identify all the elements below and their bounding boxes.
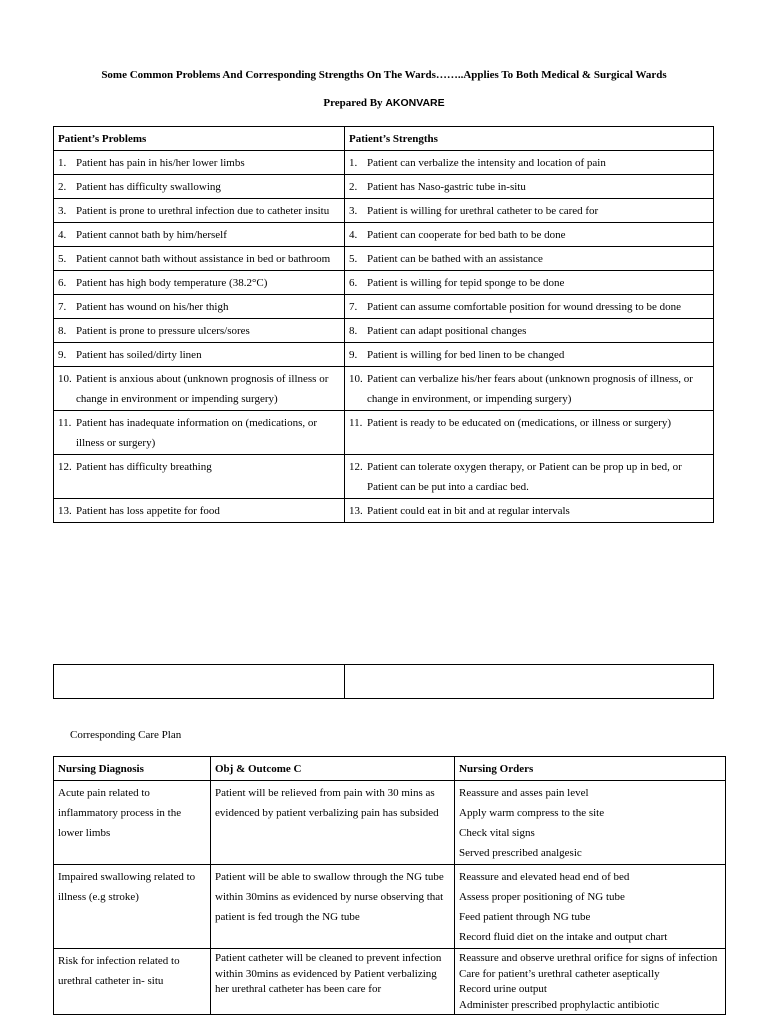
- item-text: Patient cannot bath by him/herself: [76, 229, 227, 241]
- order-item: Reassure and observe urethral orifice for signs of infection: [459, 952, 718, 964]
- item-text: Patient is willing for urethral catheter to be cared for: [367, 205, 599, 217]
- table-row: [54, 367, 714, 411]
- problem-cell: [54, 223, 345, 247]
- item-number: 9.: [349, 349, 358, 361]
- item-text: Patient has pain in his/her lower limbs: [76, 157, 245, 169]
- care-plan-table: [53, 756, 726, 1015]
- objective-text: Patient will be relieved from pain with 30 mins as evidenced by patient verbalizing pain has subsided: [215, 787, 439, 819]
- item-text: Patient can cooperate for bed bath to be done: [367, 229, 566, 241]
- header-nursing-diagnosis: Nursing Diagnosis: [54, 757, 211, 781]
- table-row: [54, 411, 714, 455]
- item-text: Patient cannot bath without assistance in bed or bathroom: [76, 253, 331, 265]
- item-number: 5.: [349, 253, 358, 265]
- item-text: Patient is ready to be educated on (medications, or illness or surgery): [367, 417, 672, 429]
- item-text: Patient is anxious about (unknown prognosis of illness or change in environment or impending surgery): [76, 373, 329, 405]
- table-row: [54, 343, 714, 367]
- item-text: Patient has soiled/dirty linen: [76, 349, 202, 361]
- problem-cell: [54, 367, 345, 411]
- strength-cell: [345, 455, 714, 499]
- item-number: 7.: [58, 301, 67, 313]
- diagnosis-cell: [54, 949, 211, 1015]
- item-number: 10.: [349, 373, 363, 385]
- item-number: 7.: [349, 301, 358, 313]
- item-text: Patient has difficulty breathing: [76, 461, 212, 473]
- item-text: Patient is willing for tepid sponge to be done: [367, 277, 565, 289]
- order-item: Reassure and elevated head end of bed: [459, 871, 630, 883]
- order-item: Reassure and asses pain level: [459, 787, 589, 799]
- document-title: Some Common Problems And Corresponding Strengths On The Wards……..Applies To Both Medical & Surgical Wards: [101, 69, 667, 81]
- item-number: 6.: [58, 277, 67, 289]
- item-number: 3.: [58, 205, 67, 217]
- strength-cell: [345, 151, 714, 175]
- table-row: [54, 865, 726, 949]
- problem-cell: [54, 295, 345, 319]
- header-nursing-orders: Nursing Orders: [455, 757, 726, 781]
- item-number: 8.: [349, 325, 358, 337]
- diagnosis-text: Impaired swallowing related to illness (e.g stroke): [58, 871, 196, 903]
- item-text: Patient is prone to urethral infection due to catheter insitu: [76, 205, 330, 217]
- empty-cell: [54, 665, 345, 699]
- strength-cell: [345, 223, 714, 247]
- strength-cell: [345, 499, 714, 523]
- problem-cell: [54, 247, 345, 271]
- empty-table: [53, 664, 714, 699]
- orders-cell: [455, 865, 726, 949]
- diagnosis-cell: [54, 865, 211, 949]
- care-plan-label: Corresponding Care Plan: [70, 729, 182, 741]
- empty-row: [54, 665, 714, 699]
- item-text: Patient can verbalize the intensity and location of pain: [367, 157, 606, 169]
- order-item: Feed patient through NG tube: [459, 911, 591, 923]
- table-row: [54, 175, 714, 199]
- item-number: 12.: [58, 461, 72, 473]
- item-text: Patient has inadequate information on (medications, or illness or surgery): [76, 417, 318, 449]
- order-item: Served prescribed analgesic: [459, 847, 582, 859]
- table-row: [54, 151, 714, 175]
- problem-cell: [54, 499, 345, 523]
- item-number: 11.: [58, 417, 72, 429]
- objective-cell: [211, 781, 455, 865]
- problem-cell: [54, 271, 345, 295]
- table-row: [54, 499, 714, 523]
- diagnosis-text: Risk for infection related to urethral catheter in- situ: [58, 955, 180, 987]
- order-item: Assess proper positioning of NG tube: [459, 891, 625, 903]
- table-row: [54, 223, 714, 247]
- item-text: Patient has Naso-gastric tube in-situ: [367, 181, 526, 193]
- table-row: [54, 295, 714, 319]
- diagnosis-cell: [54, 781, 211, 865]
- item-text: Patient can tolerate oxygen therapy, or Patient can be prop up in bed, or Patient can be put into a cardiac bed.: [367, 461, 682, 493]
- objective-cell: [211, 949, 455, 1015]
- strength-cell: [345, 247, 714, 271]
- item-number: 5.: [58, 253, 67, 265]
- order-item: Check vital signs: [459, 827, 535, 839]
- item-number: 12.: [349, 461, 363, 473]
- objective-text: Patient catheter will be cleaned to prevent infection within 30mins as evidenced by Patient verbalizing her urethral catheter has been care for: [215, 952, 442, 995]
- problem-cell: [54, 319, 345, 343]
- table-row: [54, 949, 726, 1015]
- order-item: Administer prescribed prophylactic antibiotic: [459, 998, 660, 1011]
- header-objective-outcome: Obj & Outcome C: [211, 757, 455, 781]
- diagnosis-text: Acute pain related to inflammatory process in the lower limbs: [58, 787, 182, 839]
- item-number: 9.: [58, 349, 67, 361]
- strength-cell: [345, 271, 714, 295]
- item-number: 10.: [58, 373, 72, 385]
- empty-cell: [345, 665, 714, 699]
- item-number: 11.: [349, 417, 363, 429]
- item-number: 2.: [349, 181, 358, 193]
- table-row: [54, 319, 714, 343]
- order-item: Care for patient’s urethral catheter aseptically: [459, 967, 660, 980]
- order-item: Record fluid diet on the intake and output chart: [459, 931, 668, 943]
- table-header-row: [54, 757, 726, 781]
- item-number: 13.: [349, 505, 363, 517]
- problem-cell: [54, 411, 345, 455]
- item-text: Patient has wound on his/her thigh: [76, 301, 229, 313]
- item-text: Patient has difficulty swallowing: [76, 181, 221, 193]
- item-number: 8.: [58, 325, 67, 337]
- item-number: 2.: [58, 181, 67, 193]
- table-row: [54, 247, 714, 271]
- item-text: Patient can verbalize his/her fears about (unknown prognosis of illness, or change in environment, or impending surgery): [367, 373, 693, 405]
- item-text: Patient can be bathed with an assistance: [367, 253, 543, 265]
- orders-cell: [455, 781, 726, 865]
- strength-cell: [345, 411, 714, 455]
- item-number: 3.: [349, 205, 358, 217]
- prepared-by-prefix: Prepared By: [323, 97, 386, 109]
- strength-cell: [345, 295, 714, 319]
- order-item: Apply warm compress to the site: [459, 807, 605, 819]
- item-number: 1.: [58, 157, 67, 169]
- author-name: AKONVARE: [385, 97, 445, 109]
- problem-cell: [54, 151, 345, 175]
- item-text: Patient has loss appetite for food: [76, 505, 220, 517]
- header-problems: Patient’s Problems: [54, 127, 345, 151]
- problem-cell: [54, 455, 345, 499]
- item-text: Patient can adapt positional changes: [367, 325, 527, 337]
- item-number: 1.: [349, 157, 358, 169]
- prepared-by: [0, 97, 768, 109]
- item-text: Patient is prone to pressure ulcers/sores: [76, 325, 250, 337]
- item-text: Patient can assume comfortable position for wound dressing to be done: [367, 301, 682, 313]
- table-header-row: [54, 127, 714, 151]
- strength-cell: [345, 175, 714, 199]
- item-text: Patient is willing for bed linen to be changed: [367, 349, 565, 361]
- problem-cell: [54, 343, 345, 367]
- item-number: 6.: [349, 277, 358, 289]
- table-row: [54, 455, 714, 499]
- orders-cell: [455, 949, 726, 1015]
- header-strengths: Patient’s Strengths: [345, 127, 714, 151]
- strength-cell: [345, 199, 714, 223]
- item-number: 13.: [58, 505, 72, 517]
- item-number: 4.: [58, 229, 67, 241]
- strength-cell: [345, 319, 714, 343]
- problem-cell: [54, 175, 345, 199]
- item-text: Patient has high body temperature (38.2°C): [76, 277, 268, 289]
- objective-cell: [211, 865, 455, 949]
- table-row: [54, 199, 714, 223]
- order-item: Record urine output: [459, 983, 547, 995]
- strength-cell: [345, 343, 714, 367]
- problem-cell: [54, 199, 345, 223]
- objective-text: Patient will be able to swallow through the NG tube within 30mins as evidenced by nurse observing that patient is fed trough the NG tube: [215, 871, 444, 923]
- problems-strengths-table: [53, 126, 714, 523]
- strength-cell: [345, 367, 714, 411]
- item-text: Patient could eat in bit and at regular intervals: [367, 505, 570, 517]
- table-row: [54, 781, 726, 865]
- item-number: 4.: [349, 229, 358, 241]
- table-row: [54, 271, 714, 295]
